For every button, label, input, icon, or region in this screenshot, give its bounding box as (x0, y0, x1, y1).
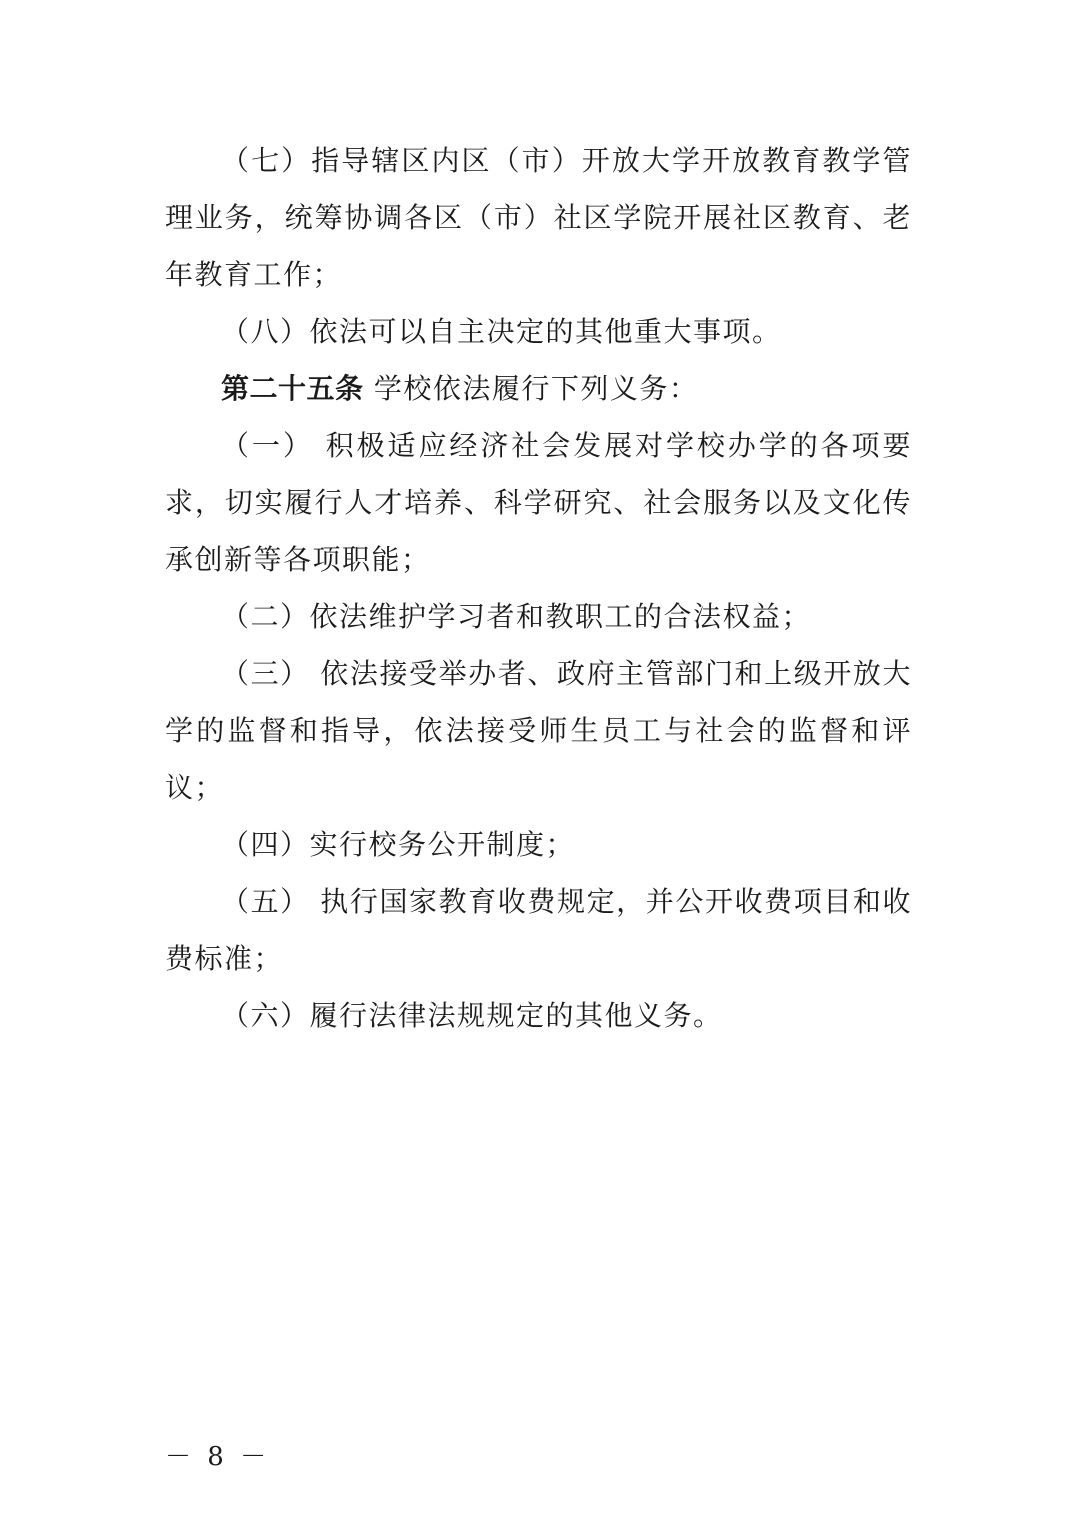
paragraph-item-1 (165, 417, 912, 588)
paragraph-text: （八）依法可以自主决定的其他重大事项。 (221, 315, 782, 348)
paragraph-text: （一） 积极适应经济社会发展对学校办学的各项要求，切实履行人才培养、科学研究、社会服务以及文化传承创新等各项职能； (165, 429, 912, 576)
paragraph-text: （六）履行法律法规规定的其他义务。 (221, 999, 723, 1032)
paragraph-item-2 (165, 588, 912, 645)
paragraph-item-6 (165, 987, 912, 1044)
article-heading: 第二十五条 (221, 372, 364, 405)
paragraph-item-5 (165, 873, 912, 987)
paragraph-item-7 (165, 132, 912, 303)
paragraph-text: 学校依法履行下列义务： (363, 372, 699, 405)
paragraph-item-4 (165, 816, 912, 873)
article-25 (165, 360, 912, 417)
page-number: － 8 － (165, 1442, 271, 1472)
paragraph-text: （五） 执行国家教育收费规定，并公开收费项目和收费标准； (165, 885, 912, 975)
document-body (165, 132, 912, 1044)
paragraph-text: （二）依法维护学习者和教职工的合法权益； (221, 600, 812, 633)
paragraph-text: （三） 依法接受举办者、政府主管部门和上级开放大学的监督和指导，依法接受师生员工与社会的监督和评议； (165, 657, 912, 804)
paragraph-item-8 (165, 303, 912, 360)
paragraph-text: （四）实行校务公开制度； (221, 828, 576, 861)
paragraph-text: （七）指导辖区内区（市）开放大学开放教育教学管理业务，统筹协调各区（市）社区学院开展社区教育、老年教育工作； (165, 144, 912, 291)
paragraph-item-3 (165, 645, 912, 816)
